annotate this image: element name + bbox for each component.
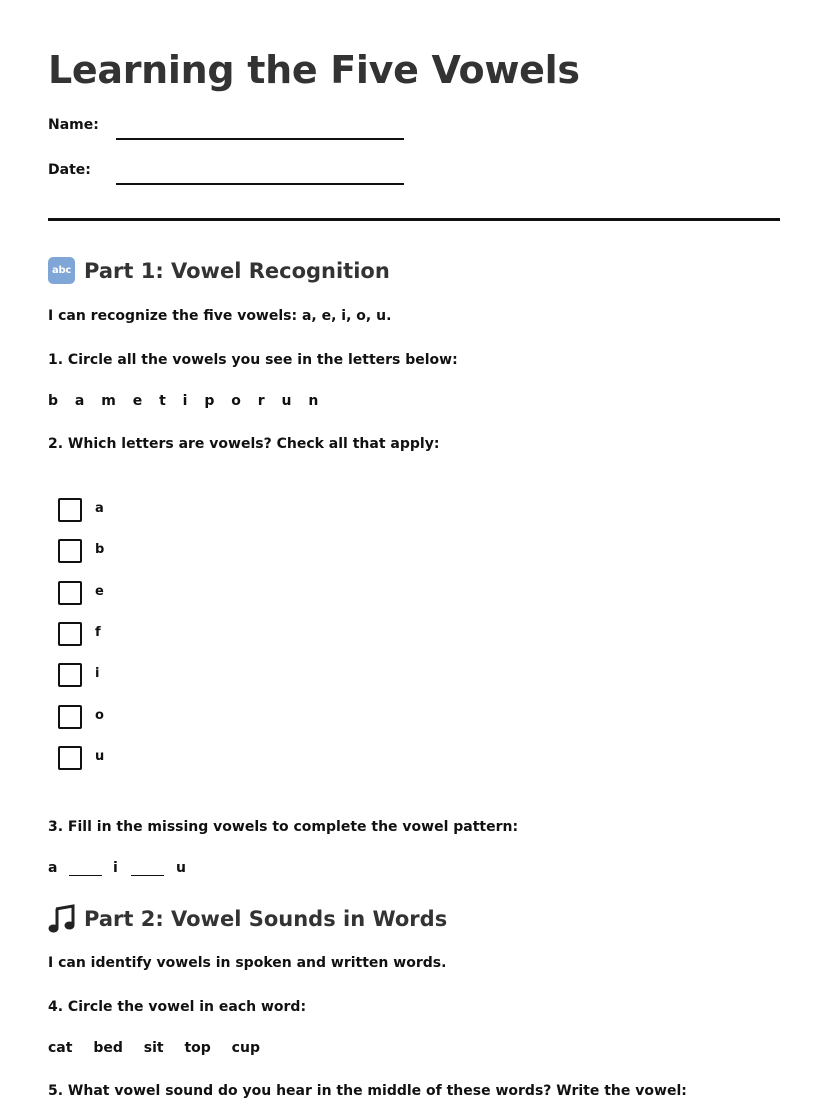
checkbox[interactable] [58,746,82,770]
letter-item[interactable]: p [204,393,215,409]
abc-icon: abc [48,257,75,284]
word-item[interactable]: cup [231,1040,260,1056]
part2-title: Part 2: Vowel Sounds in Words [84,907,448,931]
checkbox[interactable] [58,663,82,687]
word-item[interactable]: top [184,1040,211,1056]
name-write-line[interactable] [116,138,404,140]
letter-item[interactable]: i [182,393,188,409]
checkbox[interactable] [58,498,82,522]
checkbox[interactable] [58,581,82,605]
letter-item[interactable]: u [281,393,292,409]
checkbox[interactable] [58,539,82,563]
option-label: b [95,542,105,557]
word-item[interactable]: cat [48,1040,73,1056]
date-write-line[interactable] [116,183,404,185]
checkbox[interactable] [58,705,82,729]
letter-item[interactable]: t [159,393,166,409]
worksheet-title: Learning the Five Vowels [48,48,580,92]
option-label: i [95,666,100,681]
option-label: u [95,749,105,764]
header-divider [48,218,780,221]
option-label: a [95,501,104,516]
part1-title: Part 1: Vowel Recognition [84,258,390,283]
word-item[interactable]: bed [93,1040,123,1056]
letter-item[interactable]: n [308,393,319,409]
letter-item[interactable]: b [48,393,59,409]
letter-item[interactable]: m [101,393,116,409]
pattern-letter: i [113,860,118,876]
option-label: f [95,625,101,640]
part2-heading [48,904,447,934]
pattern-letter: a [48,860,58,876]
part1-objective: I can recognize the five vowels: a, e, i, o, u. [48,308,392,324]
part2-objective: I can identify vowels in spoken and written words. [48,955,447,971]
question-4: 4. Circle the vowel in each word: [48,999,307,1015]
word-item[interactable]: sit [143,1040,164,1056]
question-2: 2. Which letters are vowels? Check all that apply: [48,436,440,452]
checkbox[interactable] [58,622,82,646]
option-label: o [95,708,104,723]
word-row [48,1040,276,1056]
letter-row [48,393,330,409]
letter-item[interactable]: a [74,393,85,409]
question-3: 3. Fill in the missing vowels to complete the vowel pattern: [48,819,519,835]
question-1: 1. Circle all the vowels you see in the letters below: [48,352,458,368]
letter-item[interactable]: e [132,393,143,409]
question-5: 5. What vowel sound do you hear in the middle of these words? Write the vowel: [48,1083,687,1099]
date-label: Date: [48,162,91,178]
letter-item[interactable]: o [231,393,241,409]
pattern-letter: u [176,860,186,876]
part1-heading [48,257,390,284]
name-label: Name: [48,117,99,133]
musical-note-icon [48,904,75,934]
option-label: e [95,584,104,599]
letter-item[interactable]: r [257,393,265,409]
pattern-blank[interactable] [69,875,102,876]
pattern-blank[interactable] [131,875,164,876]
